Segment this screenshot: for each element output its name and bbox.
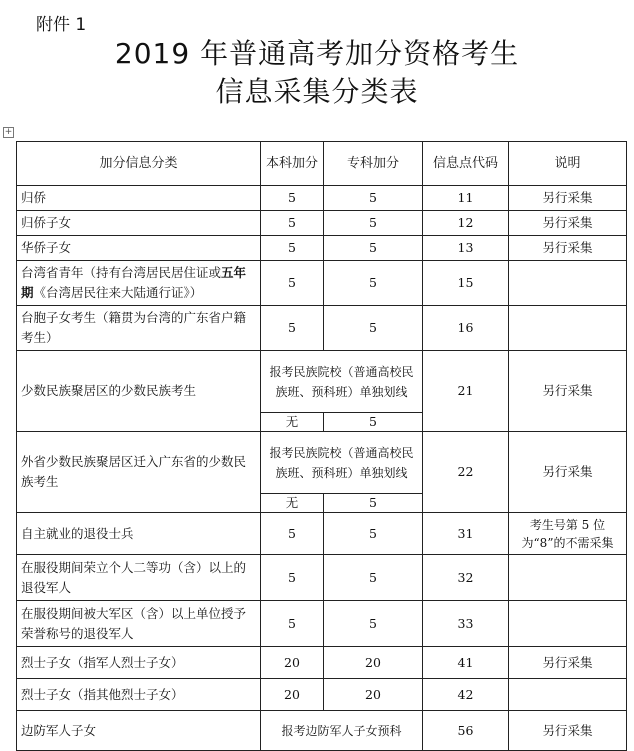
cell-category: 归侨 [17,186,261,211]
cell-category: 少数民族聚居区的少数民族考生 [17,351,261,432]
cell-bachelor: 5 [261,306,324,351]
cell-junior: 5 [324,261,423,306]
cell-code: 11 [423,186,509,211]
cell-bachelor: 20 [261,679,324,711]
table-header-row [17,142,627,186]
cell-code: 33 [423,601,509,647]
cell-junior: 5 [324,601,423,647]
table-row [17,236,627,261]
cell-junior: 5 [324,306,423,351]
cell-category: 在服役期间被大军区（含）以上单位授予荣誉称号的退役军人 [17,601,261,647]
cell-junior: 5 [324,236,423,261]
cell-junior: 5 [324,494,423,513]
cell-category: 在服役期间荣立个人二等功（含）以上的退役军人 [17,555,261,601]
table-row [17,601,627,647]
cell-junior: 5 [324,555,423,601]
cell-code: 42 [423,679,509,711]
table-row [17,432,627,494]
cell-bachelor: 无 [261,494,324,513]
cell-note [509,555,627,601]
cell-bachelor: 5 [261,186,324,211]
cell-note: 另行采集 [509,647,627,679]
cell-note [509,679,627,711]
cell-junior: 20 [324,647,423,679]
cell-junior: 5 [324,513,423,555]
attachment-label: 附件 1 [36,15,87,35]
cell-code: 13 [423,236,509,261]
cell-bachelor: 无 [261,413,324,432]
cell-bachelor: 5 [261,555,324,601]
column-header-code: 信息点代码 [423,142,509,186]
cell-merged-condition: 报考边防军人子女预科 [261,711,423,751]
column-header-junior: 专科加分 [324,142,423,186]
cell-note: 另行采集 [509,186,627,211]
cell-category: 自主就业的退役士兵 [17,513,261,555]
cell-code: 12 [423,211,509,236]
cell-bachelor: 20 [261,647,324,679]
cell-junior: 5 [324,211,423,236]
classification-table [16,141,627,751]
cell-merged-condition: 报考民族院校（普通高校民族班、预科班）单独划线 [261,432,423,494]
column-header-category: 加分信息分类 [17,142,261,186]
cell-code: 16 [423,306,509,351]
table-row [17,555,627,601]
cell-code: 32 [423,555,509,601]
cell-note: 另行采集 [509,711,627,751]
cell-junior: 20 [324,679,423,711]
cell-category: 外省少数民族聚居区迁入广东省的少数民族考生 [17,432,261,513]
table-row [17,186,627,211]
table-row [17,513,627,555]
cell-note: 另行采集 [509,351,627,432]
cell-category: 烈士子女（指军人烈士子女） [17,647,261,679]
table-row [17,679,627,711]
cell-note [509,261,627,306]
cell-category: 台胞子女考生（籍贯为台湾的广东省户籍考生） [17,306,261,351]
cell-note: 另行采集 [509,236,627,261]
cell-code: 56 [423,711,509,751]
category-text-part2: 《台湾居民往来大陆通行证》） [33,285,203,300]
cell-code: 22 [423,432,509,513]
cell-code: 31 [423,513,509,555]
cell-note [509,306,627,351]
cell-merged-condition: 报考民族院校（普通高校民族班、预科班）单独划线 [261,351,423,413]
cell-bachelor: 5 [261,513,324,555]
cell-category: 归侨子女 [17,211,261,236]
cell-note: 考生号第 5 位为“8”的不需采集 [509,513,627,555]
cell-bachelor: 5 [261,261,324,306]
cell-category: 边防军人子女 [17,711,261,751]
cell-category [17,261,261,306]
category-text-bold: 五年期 [21,265,247,300]
cell-junior: 5 [324,186,423,211]
column-header-note: 说明 [509,142,627,186]
cell-bachelor: 5 [261,601,324,647]
cell-note [509,601,627,647]
category-text-part1: 台湾省青年（持有台湾居民居住证或 [21,265,222,280]
table-row [17,647,627,679]
cell-category: 华侨子女 [17,236,261,261]
table-row [17,711,627,751]
cell-bachelor: 5 [261,236,324,261]
table-row [17,351,627,413]
table-row [17,306,627,351]
document-title-line2: 信息采集分类表 [215,75,419,108]
table-row [17,261,627,306]
table-move-handle-icon[interactable]: + [4,127,13,137]
cell-code: 15 [423,261,509,306]
cell-category: 烈士子女（指其他烈士子女） [17,679,261,711]
table-row [17,211,627,236]
cell-junior: 5 [324,413,423,432]
cell-note: 另行采集 [509,211,627,236]
cell-code: 41 [423,647,509,679]
cell-code: 21 [423,351,509,432]
column-header-bachelor: 本科加分 [261,142,324,186]
cell-bachelor: 5 [261,211,324,236]
cell-note: 另行采集 [509,432,627,513]
document-title-line1: 2019 年普通高考加分资格考生 [114,37,520,70]
